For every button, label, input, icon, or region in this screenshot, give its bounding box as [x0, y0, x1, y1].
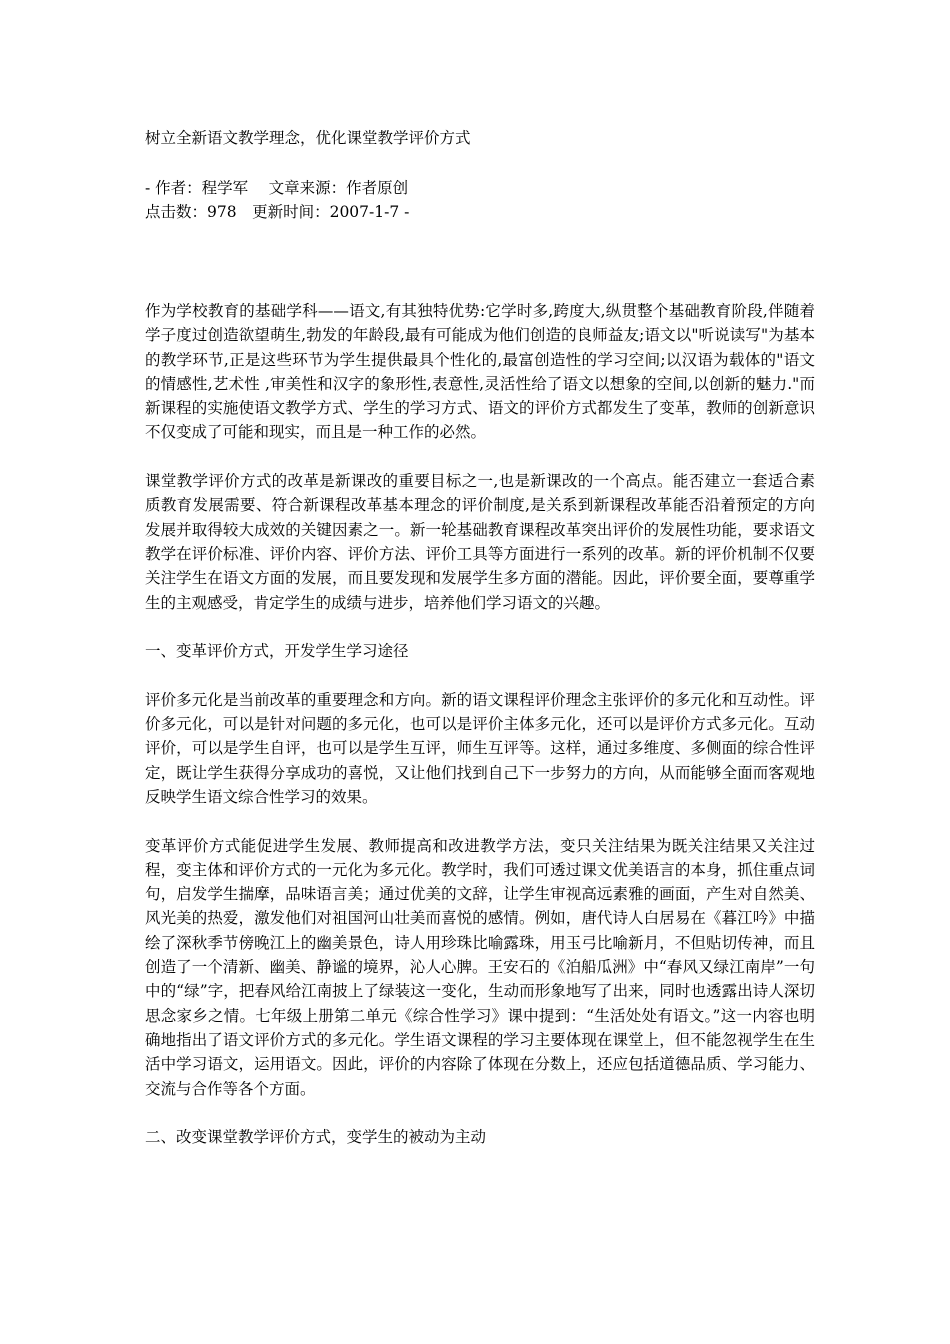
- section-heading-2: 二、改变课堂教学评价方式，变学生的被动为主动: [145, 1128, 487, 1147]
- article-body: [145, 299, 815, 1174]
- article-meta: [145, 176, 815, 225]
- paragraph-intro: 作为学校教育的基础学科——语文,有其独特优势:它学时多,跨度大,纵贯整个基础教育阶段,伴随着学子度过创造欲望萌生,勃发的年龄段,最有可能成为他们创造的良师益友;语文以"听说读写"为基本的教学环节,正是这些环节为学生提供最具个性化的,最富创造性的学习空间;以汉语为载体的"语文的情感性,艺术性 ,审美性和汉字的象形性,表意性,灵活性给了语文以想象的空间,以创新的魅力."而新课程的实施使语文教学方式、学生的学习方式、语文的评价方式都发生了变革，教师的创新意识不仅变成了可能和现实，而且是一种工作的必然。: [145, 302, 815, 442]
- section-heading-1: 一、变革评价方式，开发学生学习途径: [145, 642, 409, 661]
- paragraph-methods: 变革评价方式能促进学生发展、教师提高和改进教学方法，变只关注结果为既关注结果又关注过程，变主体和评价方式的一元化为多元化。教学时，我们可透过课文优美语言的本身，抓住重点词句，启发学生揣摩，品味语言美；通过优美的文辞，让学生审视高远素雅的画面，产生对自然美、风光美的热爱，激发他们对祖国河山壮美而喜悦的感情。例如，唐代诗人白居易在《暮江吟》中描绘了深秋季节傍晚江上的幽美景色，诗人用珍珠比喻露珠，用玉弓比喻新月，不但贴切传神，而且创造了一个清新、幽美、静谧的境界，沁人心脾。王安石的《泊船瓜洲》中“春风又绿江南岸”一句中的“绿”字，把春风给江南披上了绿装这一变化，生动而形象地写了出来，同时也透露出诗人深切思念家乡之情。七年级上册第二单元《综合性学习》课中提到：“生活处处有语文。”这一内容也明确地指出了语文评价方式的多元化。学生语文课程的学习主要体现在课堂上，但不能忽视学生在生活中学习语文，运用语文。因此，评价的内容除了体现在分数上，还应包括道德品质、学习能力、交流与合作等各个方面。: [145, 836, 815, 1098]
- clicks-date-line: 点击数：978 更新时间：2007-1-7 -: [145, 203, 410, 222]
- paragraph-reform: 课堂教学评价方式的改革是新课改的重要目标之一,也是新课改的一个高点。能否建立一套适合素质教育发展需要、符合新课程改革基本理念的评价制度,是关系到新课程改革能否沿着预定的方向发展并取得较大成效的关键因素之一。新一轮基础教育课程改革突出评价的发展性功能，要求语文教学在评价标准、评价内容、评价方法、评价工具等方面进行一系列的改革。新的评价机制不仅要关注学生在语文方面的发展，而且要发现和发展学生多方面的潜能。因此，评价要全面，要尊重学生的主观感受，肯定学生的成绩与进步，培养他们学习语文的兴趣。: [145, 472, 815, 612]
- author-source-line: - 作者：程学军 文章来源：作者原创: [145, 179, 409, 197]
- paragraph-diversity: 评价多元化是当前改革的重要理念和方向。新的语文课程评价理念主张评价的多元化和互动性。评价多元化，可以是针对问题的多元化，也可以是评价主体多元化，还可以是评价方式多元化。互动评价，可以是学生自评，也可以是学生互评，师生互评等。这样，通过多维度、多侧面的综合性评定，既让学生获得分享成功的喜悦，又让他们找到自己下一步努力的方向，从而能够全面而客观地反映学生语文综合性学习的效果。: [145, 690, 815, 806]
- article-title: 树立全新语文教学理念，优化课堂教学评价方式: [145, 129, 471, 147]
